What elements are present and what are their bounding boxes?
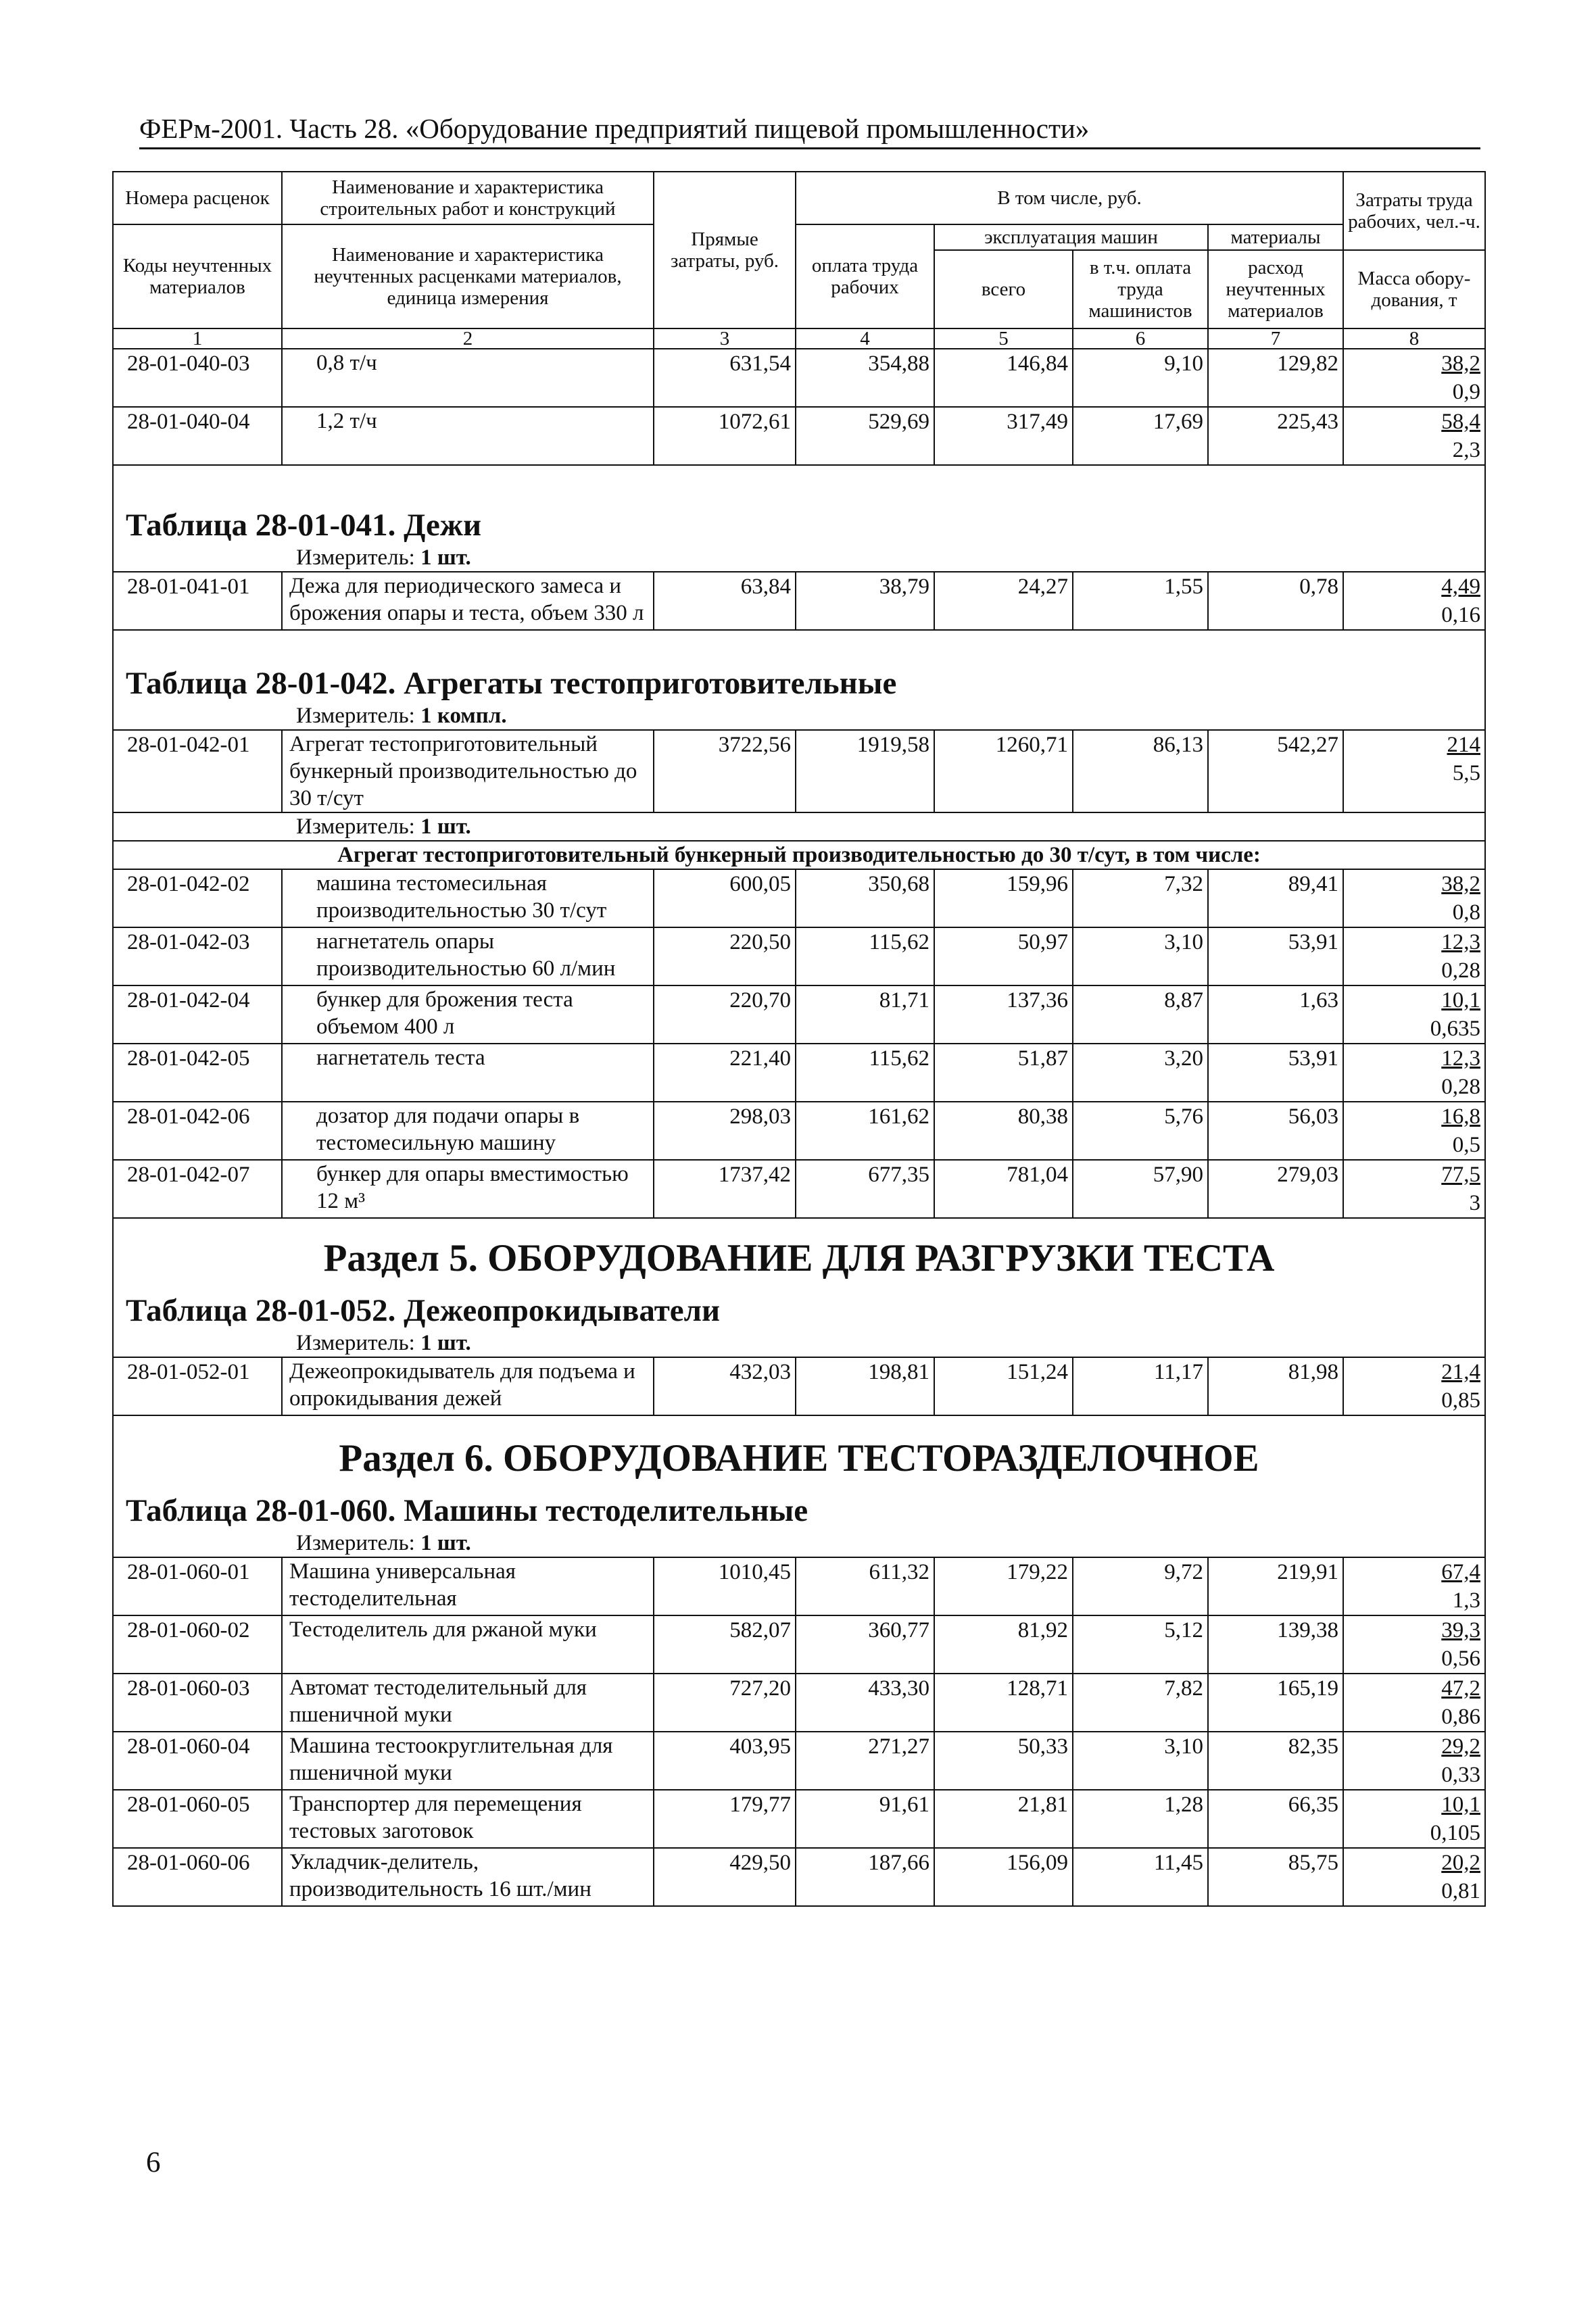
machine-total: 50,33 [934,1732,1073,1790]
col-number: 2 [282,328,654,349]
col8-header-a: Затраты труда рабочих, чел.-ч. [1343,172,1485,250]
measure-row [113,812,1485,841]
equipment-mass: 0,33 [1441,1763,1480,1787]
labor-mass-cell [1343,1160,1485,1218]
spacer-row [113,465,1485,506]
labor-hours: 10,1 [1441,1793,1480,1817]
rate-code: 28-01-042-03 [113,927,282,985]
labor-hours: 20,2 [1441,1851,1480,1875]
labor-hours: 38,2 [1441,351,1480,376]
table-row [113,1557,1485,1615]
worker-pay: 433,30 [796,1674,934,1732]
labor-mass-cell [1343,1790,1485,1848]
section-title: Раздел 6. ОБОРУДОВАНИЕ ТЕСТОРАЗДЕЛОЧНОЕ [339,1437,1259,1480]
direct-costs: 429,50 [654,1848,796,1906]
rate-name: нагнетатель теста [282,1044,654,1102]
labor-hours: 29,2 [1441,1734,1480,1759]
machinist-pay: 57,90 [1073,1160,1208,1218]
rate-name: Автомат тестоделительный для пшеничной муки [282,1674,654,1732]
table-row [113,1044,1485,1102]
direct-costs: 1010,45 [654,1557,796,1615]
col-number: 5 [934,328,1073,349]
rate-name: Дежеопрокидыватель для подъема и опрокидывания дежей [282,1357,654,1415]
direct-costs: 298,03 [654,1102,796,1160]
direct-costs: 221,40 [654,1044,796,1102]
col5-header: всего [934,250,1073,328]
equipment-mass: 0,85 [1441,1388,1480,1413]
col8-header-b: Масса обору- дования, т [1343,250,1485,328]
machinist-pay: 1,55 [1073,572,1208,630]
equipment-mass: 0,16 [1441,603,1480,627]
table-row [113,1848,1485,1906]
machinist-pay: 1,28 [1073,1790,1208,1848]
machinist-pay: 7,32 [1073,869,1208,927]
worker-pay: 350,68 [796,869,934,927]
materials-cost: 53,91 [1208,927,1343,985]
materials-header: материалы [1208,224,1343,250]
table-title: Таблица 28-01-041. Дежи [126,508,482,543]
direct-costs: 220,70 [654,985,796,1044]
rate-name: Дежа для периодического замеса и брожения опары и теста, объем 330 л [282,572,654,630]
subheading: Агрегат тестоприготовительный бункерный производительностью до 30 т/сут, в том числе: [113,841,1485,869]
labor-mass-cell [1343,927,1485,985]
rate-code: 28-01-040-03 [113,349,282,407]
column-numbers-row [113,328,1485,349]
table-row [113,869,1485,927]
labor-mass-cell [1343,572,1485,630]
equipment-mass: 0,81 [1441,1879,1480,1903]
labor-hours: 58,4 [1441,410,1480,434]
labor-mass-cell [1343,869,1485,927]
measure-row [113,702,1485,730]
equipment-mass: 0,56 [1441,1647,1480,1671]
machine-total: 137,36 [934,985,1073,1044]
labor-hours: 16,8 [1441,1104,1480,1129]
measure-value: 1 шт. [420,545,471,570]
measure-value: 1 шт. [420,814,471,839]
worker-pay: 91,61 [796,1790,934,1848]
col4-header: оплата труда рабочих [796,224,934,328]
worker-pay: 187,66 [796,1848,934,1906]
rate-name: бункер для брожения теста объемом 400 л [282,985,654,1044]
worker-pay: 677,35 [796,1160,934,1218]
machinist-pay: 11,45 [1073,1848,1208,1906]
machinist-pay: 5,12 [1073,1615,1208,1674]
rate-name: бункер для опары вместимостью 12 м³ [282,1160,654,1218]
equipment-mass: 0,635 [1430,1017,1480,1041]
measure-value: 1 шт. [420,1331,471,1355]
rate-code: 28-01-060-06 [113,1848,282,1906]
materials-cost: 85,75 [1208,1848,1343,1906]
direct-costs: 220,50 [654,927,796,985]
equipment-mass: 2,3 [1452,438,1480,462]
worker-pay: 611,32 [796,1557,934,1615]
col6-header: в т.ч. оплата труда машинистов [1073,250,1208,328]
table-row [113,1102,1485,1160]
labor-mass-cell [1343,1615,1485,1674]
rate-name: машина тестомесильная производительностью 30 т/сут [282,869,654,927]
rates-table [112,171,1486,1907]
worker-pay: 81,71 [796,985,934,1044]
rate-code: 28-01-042-06 [113,1102,282,1160]
table-title: Таблица 28-01-060. Машины тестоделительные [126,1493,808,1528]
materials-cost: 81,98 [1208,1357,1343,1415]
materials-cost: 56,03 [1208,1102,1343,1160]
rate-code: 28-01-040-04 [113,407,282,465]
worker-pay: 354,88 [796,349,934,407]
equipment-mass: 1,3 [1452,1588,1480,1613]
col-number: 6 [1073,328,1208,349]
section-row [113,1218,1485,1292]
machine-total: 317,49 [934,407,1073,465]
direct-costs: 179,77 [654,1790,796,1848]
table-row [113,1357,1485,1415]
machinist-pay: 11,17 [1073,1357,1208,1415]
machine-total: 50,97 [934,927,1073,985]
labor-mass-cell [1343,1557,1485,1615]
machine-total: 21,81 [934,1790,1073,1848]
col-number: 4 [796,328,934,349]
rate-code: 28-01-060-01 [113,1557,282,1615]
materials-cost: 219,91 [1208,1557,1343,1615]
direct-costs: 1737,42 [654,1160,796,1218]
labor-mass-cell [1343,1357,1485,1415]
machinist-pay: 17,69 [1073,407,1208,465]
rate-name: Агрегат тестоприготовительный бункерный производительностью до 30 т/сут [282,730,654,812]
rate-name: нагнетатель опары производительностью 60 л/мин [282,927,654,985]
col-number: 7 [1208,328,1343,349]
direct-costs: 1072,61 [654,407,796,465]
materials-cost: 165,19 [1208,1674,1343,1732]
worker-pay: 360,77 [796,1615,934,1674]
labor-hours: 10,1 [1441,988,1480,1013]
rate-name: Машина тестоокруглительная для пшеничной муки [282,1732,654,1790]
materials-cost: 66,35 [1208,1790,1343,1848]
machine-total: 128,71 [934,1674,1073,1732]
machinist-pay: 5,76 [1073,1102,1208,1160]
table-row [113,927,1485,985]
equipment-mass: 0,9 [1452,380,1480,404]
materials-cost: 225,43 [1208,407,1343,465]
table-title-row [113,1492,1485,1530]
materials-cost: 542,27 [1208,730,1343,812]
machine-total: 781,04 [934,1160,1073,1218]
table-title-row [113,1292,1485,1330]
labor-hours: 12,3 [1441,1046,1480,1071]
table-title-row [113,664,1485,702]
labor-hours: 12,3 [1441,930,1480,954]
table-row [113,1674,1485,1732]
table-row [113,1790,1485,1848]
machine-total: 51,87 [934,1044,1073,1102]
table-row [113,349,1485,407]
worker-pay: 115,62 [796,927,934,985]
measure-label: Измеритель: [296,704,415,728]
materials-cost: 139,38 [1208,1615,1343,1674]
table-row [113,985,1485,1044]
labor-hours: 47,2 [1441,1676,1480,1701]
direct-costs: 582,07 [654,1615,796,1674]
table-row [113,572,1485,630]
machine-total: 24,27 [934,572,1073,630]
machinist-pay: 86,13 [1073,730,1208,812]
included-header: В том числе, руб. [796,172,1343,224]
page-header: ФЕРм-2001. Часть 28. «Оборудование предприятий пищевой промышленности» [139,112,1480,149]
machine-total: 1260,71 [934,730,1073,812]
machinist-pay: 3,20 [1073,1044,1208,1102]
worker-pay: 1919,58 [796,730,934,812]
table-row [113,1615,1485,1674]
col1-header-b: Коды неучтенных материалов [113,224,282,328]
rate-name: Тестоделитель для ржаной муки [282,1615,654,1674]
worker-pay: 529,69 [796,407,934,465]
col1-header-a: Номера расценок [113,172,282,224]
measure-label: Измеритель: [296,545,415,570]
rate-name: 0,8 т/ч [282,349,654,407]
machine-total: 159,96 [934,869,1073,927]
materials-cost: 89,41 [1208,869,1343,927]
equipment-mass: 5,5 [1452,761,1480,785]
rate-code: 28-01-060-05 [113,1790,282,1848]
col-number: 3 [654,328,796,349]
rate-code: 28-01-052-01 [113,1357,282,1415]
worker-pay: 115,62 [796,1044,934,1102]
worker-pay: 198,81 [796,1357,934,1415]
machinist-pay: 8,87 [1073,985,1208,1044]
labor-mass-cell [1343,1732,1485,1790]
equipment-mass: 3 [1469,1191,1480,1215]
measure-label: Измеритель: [296,814,415,839]
col2-header-a: Наименование и характеристика строительных работ и конструкций [282,172,654,224]
col3-header: Прямые затраты, руб. [654,172,796,328]
rate-code: 28-01-060-02 [113,1615,282,1674]
rate-code: 28-01-041-01 [113,572,282,630]
rate-code: 28-01-060-04 [113,1732,282,1790]
labor-mass-cell [1343,730,1485,812]
spacer-row [113,630,1485,664]
rate-name: 1,2 т/ч [282,407,654,465]
table-row [113,1160,1485,1218]
machine-total: 179,22 [934,1557,1073,1615]
machinist-pay: 7,82 [1073,1674,1208,1732]
labor-hours: 77,5 [1441,1163,1480,1187]
labor-hours: 38,2 [1441,872,1480,896]
materials-cost: 53,91 [1208,1044,1343,1102]
machine-total: 80,38 [934,1102,1073,1160]
table-row [113,407,1485,465]
labor-mass-cell [1343,1102,1485,1160]
rate-code: 28-01-042-07 [113,1160,282,1218]
equipment-mass: 0,28 [1441,958,1480,983]
table-title: Таблица 28-01-052. Дежеопрокидыватели [126,1293,721,1328]
page-number: 6 [146,2147,161,2178]
table-header [113,172,1485,328]
direct-costs: 600,05 [654,869,796,927]
equipment-mass: 0,28 [1441,1075,1480,1099]
col2-header-b: Наименование и характеристика неучтенных расценками материалов, единица измерения [282,224,654,328]
materials-cost: 82,35 [1208,1732,1343,1790]
measure-row [113,1330,1485,1357]
machinist-pay: 9,72 [1073,1557,1208,1615]
table-row [113,1732,1485,1790]
rate-code: 28-01-042-01 [113,730,282,812]
measure-value: 1 компл. [420,704,507,728]
machinist-pay: 3,10 [1073,927,1208,985]
measure-label: Измеритель: [296,1531,415,1555]
machine-total: 146,84 [934,349,1073,407]
labor-hours: 21,4 [1441,1360,1480,1384]
measure-label: Измеритель: [296,1331,415,1355]
worker-pay: 271,27 [796,1732,934,1790]
direct-costs: 63,84 [654,572,796,630]
labor-mass-cell [1343,1044,1485,1102]
machine-total: 151,24 [934,1357,1073,1415]
measure-row [113,1530,1485,1557]
col7-header: расход неучтенных материалов [1208,250,1343,328]
labor-mass-cell [1343,407,1485,465]
rate-name: Укладчик-делитель, производительность 16 шт./мин [282,1848,654,1906]
direct-costs: 3722,56 [654,730,796,812]
materials-cost: 0,78 [1208,572,1343,630]
worker-pay: 38,79 [796,572,934,630]
direct-costs: 403,95 [654,1732,796,1790]
section-title: Раздел 5. ОБОРУДОВАНИЕ ДЛЯ РАЗГРУЗКИ ТЕСТА [323,1237,1275,1280]
labor-mass-cell [1343,349,1485,407]
direct-costs: 631,54 [654,349,796,407]
materials-cost: 1,63 [1208,985,1343,1044]
materials-cost: 279,03 [1208,1160,1343,1218]
machines-header: эксплуатация машин [934,224,1208,250]
measure-value: 1 шт. [420,1531,471,1555]
machine-total: 156,09 [934,1848,1073,1906]
equipment-mass: 0,86 [1441,1705,1480,1729]
measure-row [113,544,1485,572]
equipment-mass: 0,8 [1452,900,1480,925]
labor-hours: 67,4 [1441,1560,1480,1584]
rate-name: Транспортер для перемещения тестовых заготовок [282,1790,654,1848]
labor-mass-cell [1343,1848,1485,1906]
table-row [113,730,1485,812]
machine-total: 81,92 [934,1615,1073,1674]
materials-cost: 129,82 [1208,349,1343,407]
table-title-row [113,506,1485,544]
rate-code: 28-01-042-05 [113,1044,282,1102]
col-number: 8 [1343,328,1485,349]
equipment-mass: 0,5 [1452,1133,1480,1157]
rate-code: 28-01-042-02 [113,869,282,927]
direct-costs: 727,20 [654,1674,796,1732]
labor-mass-cell [1343,985,1485,1044]
direct-costs: 432,03 [654,1357,796,1415]
section-row [113,1415,1485,1492]
labor-hours: 214 [1447,733,1480,757]
subheading-row [113,841,1485,869]
machinist-pay: 3,10 [1073,1732,1208,1790]
labor-hours: 4,49 [1441,575,1480,599]
labor-mass-cell [1343,1674,1485,1732]
table-title: Таблица 28-01-042. Агрегаты тестоприготовительные [126,666,897,701]
rate-code: 28-01-042-04 [113,985,282,1044]
worker-pay: 161,62 [796,1102,934,1160]
rate-code: 28-01-060-03 [113,1674,282,1732]
col-number: 1 [113,328,282,349]
equipment-mass: 0,105 [1430,1821,1480,1845]
labor-hours: 39,3 [1441,1618,1480,1642]
rate-name: дозатор для подачи опары в тестомесильную машину [282,1102,654,1160]
machinist-pay: 9,10 [1073,349,1208,407]
rate-name: Машина универсальная тестоделительная [282,1557,654,1615]
